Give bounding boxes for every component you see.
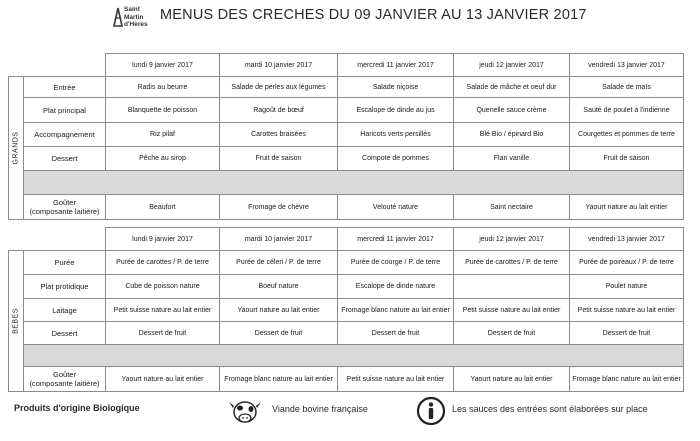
menu-cell: Flan vanille [454,147,570,171]
bio-note: Produits d'origine Biologique [14,403,140,413]
cow-icon [226,394,264,428]
menu-cell: Yaourt nature au lait entier [570,195,684,220]
menu-cell: Escalope de dinde au jus [338,98,454,123]
menu-cell: Purée de céleri / P. de terre [220,251,338,275]
menu-cell: Purée de poireaux / P. de terre [570,251,684,275]
table-row [9,251,684,275]
row-label [24,367,106,392]
table-row [9,147,684,171]
menu-cell: Dessert de fruit [454,322,570,345]
grands-menu-table [8,53,684,220]
group-label-cell [9,251,24,392]
menu-cell: Salade de mâche et oeuf dur [454,77,570,98]
row-label: Plat protidique [24,275,106,299]
day-header-row [9,228,684,251]
day-header: mercredi 11 janvier 2017 [338,228,454,251]
table-row [9,322,684,345]
page-title: MENUS DES CRECHES DU 09 JANVIER AU 13 JANVIER 2017 [160,7,587,23]
group-label-cell [9,77,24,220]
menu-cell: Dessert de fruit [106,322,220,345]
menu-cell: Petit suisse nature au lait entier [454,299,570,322]
menu-cell: Dessert de fruit [338,322,454,345]
logo-text [124,6,148,29]
menu-cell: Escalope de dinde nature [338,275,454,299]
logo-mark-icon [112,6,124,28]
menu-cell: Blanquette de poisson [106,98,220,123]
menu-cell: Salade de perles aux légumes [220,77,338,98]
menu-cell: Yaourt nature au lait entier [220,299,338,322]
menu-cell: Poulet nature [570,275,684,299]
menu-cell [454,275,570,299]
menu-cell: Carottes braisées [220,123,338,147]
separator-row [9,345,684,367]
day-header: jeudi 12 janvier 2017 [454,54,570,77]
group-label: BEBES [12,308,20,334]
sauces-note: Les sauces des entrées sont élaborées sur place [452,404,648,414]
menu-cell: Fromage blanc nature au lait entier [220,367,338,392]
menu-cell: Purée de carottes / P. de terre [454,251,570,275]
menu-cell: Cube de poisson nature [106,275,220,299]
day-header: mardi 10 janvier 2017 [220,54,338,77]
menu-cell: Petit suisse nature au lait entier [570,299,684,322]
menu-cell: Radis au beurre [106,77,220,98]
menu-cell: Yaourt nature au lait entier [454,367,570,392]
gouter-sublabel: (composante laitière) [29,207,100,216]
table-row [9,123,684,147]
menu-cell: Fromage blanc nature au lait entier [570,367,684,392]
day-header: vendredi 13 janvier 2017 [570,228,684,251]
day-header: lundi 9 janvier 2017 [106,228,220,251]
table-row [9,367,684,392]
menu-cell: Fruit de saison [220,147,338,171]
table-row [9,77,684,98]
bebes-menu-table [8,227,684,392]
group-label: GRANDS [12,131,20,165]
row-label: Dessert [24,147,106,171]
row-label: Accompagnement [24,123,106,147]
day-header: vendredi 13 janvier 2017 [570,54,684,77]
menu-cell: Fromage de chèvre [220,195,338,220]
menu-cell: Pêche au sirop [106,147,220,171]
menu-cell: Riz pilaf [106,123,220,147]
menu-cell: Purée de courge / P. de terre [338,251,454,275]
row-label: Entrée [24,77,106,98]
table-row [9,98,684,123]
menu-cell: Salade de maïs [570,77,684,98]
menu-cell: Purée de carottes / P. de terre [106,251,220,275]
menu-cell: Fruit de saison [570,147,684,171]
row-label: Plat principal [24,98,106,123]
gouter-label: Goûter [53,370,76,379]
table-row [9,195,684,220]
menu-cell: Haricots verts persillés [338,123,454,147]
menu-cell: Courgettes et pommes de terre [570,123,684,147]
day-header: lundi 9 janvier 2017 [106,54,220,77]
row-label [24,195,106,220]
menu-cell: Compote de pommes [338,147,454,171]
day-header: mardi 10 janvier 2017 [220,228,338,251]
row-label: Purée [24,251,106,275]
day-header-row [9,54,684,77]
menu-cell: Dessert de fruit [220,322,338,345]
gouter-sublabel: (composante laitière) [29,379,100,388]
menu-cell: Salade niçoise [338,77,454,98]
table-row [9,299,684,322]
beef-note: Viande bovine française [272,404,368,414]
day-header: jeudi 12 janvier 2017 [454,228,570,251]
logo-line: d'Hères [124,21,148,28]
separator-row [9,171,684,195]
info-icon [416,396,446,426]
menu-cell: Yaourt nature au lait entier [106,367,220,392]
menu-cell: Ragoût de bœuf [220,98,338,123]
menu-cell: Sauté de poulet à l'indienne [570,98,684,123]
menu-cell: Dessert de fruit [570,322,684,345]
separator-band [24,171,684,195]
menu-cell: Quenelle sauce crème [454,98,570,123]
row-label: Dessert [24,322,106,345]
menu-cell: Velouté nature [338,195,454,220]
menu-cell: Petit suisse nature au lait entier [106,299,220,322]
table-row [9,275,684,299]
menu-cell: Petit suisse nature au lait entier [338,367,454,392]
separator-band [24,345,684,367]
menu-cell: Fromage blanc nature au lait entier [338,299,454,322]
logo-line: Martin [124,13,144,21]
gouter-label: Goûter [53,198,76,207]
row-label: Laitage [24,299,106,322]
logo-line: Saint [124,6,140,13]
menu-cell: Beaufort [106,195,220,220]
menu-cell: Saint nectaire [454,195,570,220]
menu-cell: Boeuf nature [220,275,338,299]
menu-cell: Blé Bio / épinard Bio [454,123,570,147]
logo [112,4,158,34]
day-header: mercredi 11 janvier 2017 [338,54,454,77]
